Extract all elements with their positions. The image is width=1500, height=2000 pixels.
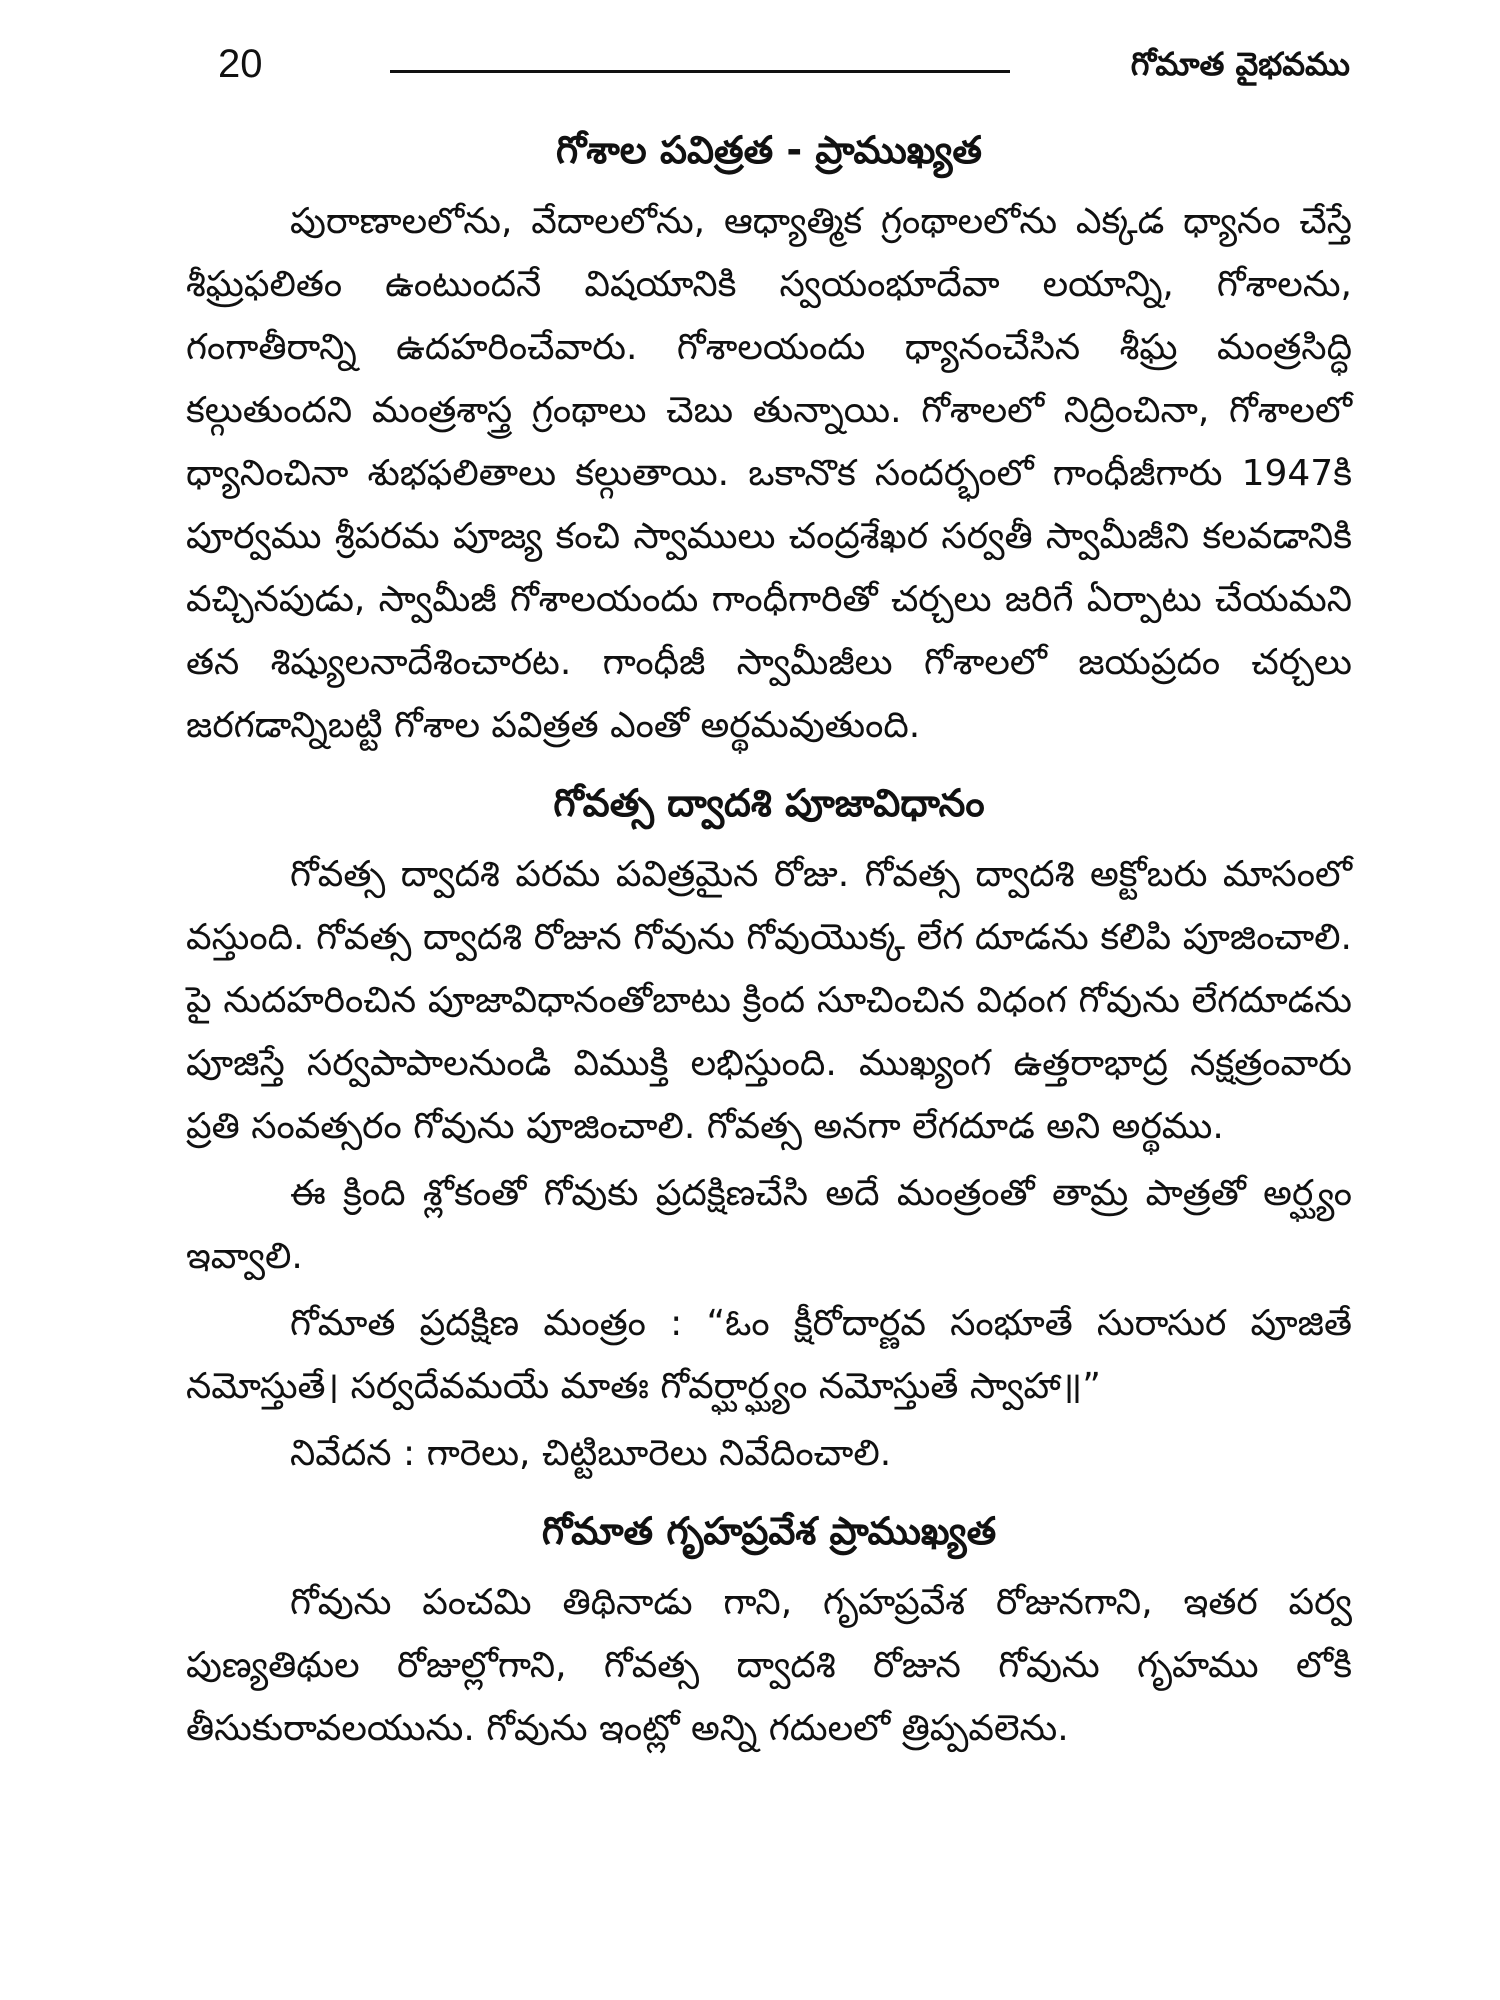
paragraph-pradakshina-instruction: ఈ క్రింది శ్లోకంతో గోవుకు ప్రదక్షిణచేసి అదే మంత్రంతో తామ్ర పాత్రతో అర్ఘ్యం ఇవ్వాలి. xyxy=(186,1173,1352,1277)
paragraph-govatsa-intro: గోవత్స ద్వాదశి పరమ పవిత్రమైన రోజు. గోవత్స ద్వాదశి అక్టోబరు మాసంలో వస్తుంది. గోవత్స ద్వాదశి రోజున గోవును గోవుయొక్క లేగ దూడను కలిపి పూజించాలి. పై నుదహరించిన పూజావిధానంతోబాటు క్రింద సూచించిన విధంగ గోవును లేగదూడను పూజిస్తే సర్వపాపాలనుండి విముక్తి లభిస్తుంది. ముఖ్యంగ ఉత్తరాభాద్ర నక్షత్రంవారు ప్రతి సంవత్సరం గోవును పూజించాలి. గోవత్స అనగా లేగదూడ అని అర్థము. xyxy=(186,854,1352,1147)
section-gap xyxy=(186,757,1352,773)
page-number: 20 xyxy=(218,42,263,86)
page-content xyxy=(186,120,1352,1760)
paragraph-gruhapravesha: గోవును పంచమి తిథినాడు గాని, గృహప్రవేశ రోజునగాని, ఇతర పర్వ పుణ్యతిథుల రోజుల్లోగాని, గోవత్స ద్వాదశి రోజున గోవును గృహము లోకి తీసుకురావలయును. గోవును ఇంట్లో అన్ని గదులలో త్రిప్పవలెను. xyxy=(186,1582,1352,1749)
section-heading-gruhapravesha: గోమాత గృహప్రవేశ ప్రాముఖ్యత xyxy=(541,1509,997,1553)
paragraph-nivedana: నివేదన : గారెలు, చిట్టిబూరెలు నివేదించాలి. xyxy=(290,1433,892,1474)
paragraph-pradakshina-mantra: గోమాత ప్రదక్షిణ మంత్రం : “ఓం క్షీరోదార్ణవ సంభూతే సురాసుర పూజితే నమోస్తుతే। సర్వదేవమయే మాతః గోవర్ఘార్ఘ్యం నమోస్తుతే స్వాహా॥” xyxy=(186,1303,1352,1407)
section-gap xyxy=(186,1485,1352,1501)
page-header xyxy=(190,36,1350,96)
section-heading-goshala: గోశాల పవిత్రత - ప్రాముఖ్యత xyxy=(556,128,982,172)
running-title: గోమాత వైభవము xyxy=(1130,45,1350,83)
header-rule xyxy=(390,70,1010,73)
section-heading-govatsa-dwadashi: గోవత్స ద్వాదశి పూజావిధానం xyxy=(553,781,985,825)
paragraph-goshala: పురాణాలలోను, వేదాలలోను, ఆధ్యాత్మిక గ్రంథాలలోను ఎక్కడ ధ్యానం చేస్తే శీఘ్రఫలితం ఉంటుందనే విషయానికి స్వయంభూదేవా లయాన్ని, గోశాలను, గంగాతీరాన్ని ఉదహరించేవారు. గోశాలయందు ధ్యానంచేసిన శీఘ్ర మంత్రసిద్ధి కల్గుతుందని మంత్రశాస్త్ర గ్రంథాలు చెబు తున్నాయి. గోశాలలో నిద్రించినా, గోశాలలో ధ్యానించినా శుభఫలితాలు కల్గుతాయి. ఒకానొక సందర్భంలో గాంధీజీగారు 1947కి పూర్వము శ్రీపరమ పూజ్య కంచి స్వాములు చంద్రశేఖర సర్వతీ స్వామీజీని కలవడానికి వచ్చినపుడు, స్వామీజీ గోశాలయందు గాంధీగారితో చర్చలు జరిగే ఏర్పాటు చేయమని తన శిష్యులనాదేశించారట. గాంధీజీ స్వామీజీలు గోశాలలో జయప్రదం చర్చలు జరగడాన్నిబట్టి గోశాల పవిత్రత ఎంతో అర్థమవుతుంది. xyxy=(186,201,1352,746)
